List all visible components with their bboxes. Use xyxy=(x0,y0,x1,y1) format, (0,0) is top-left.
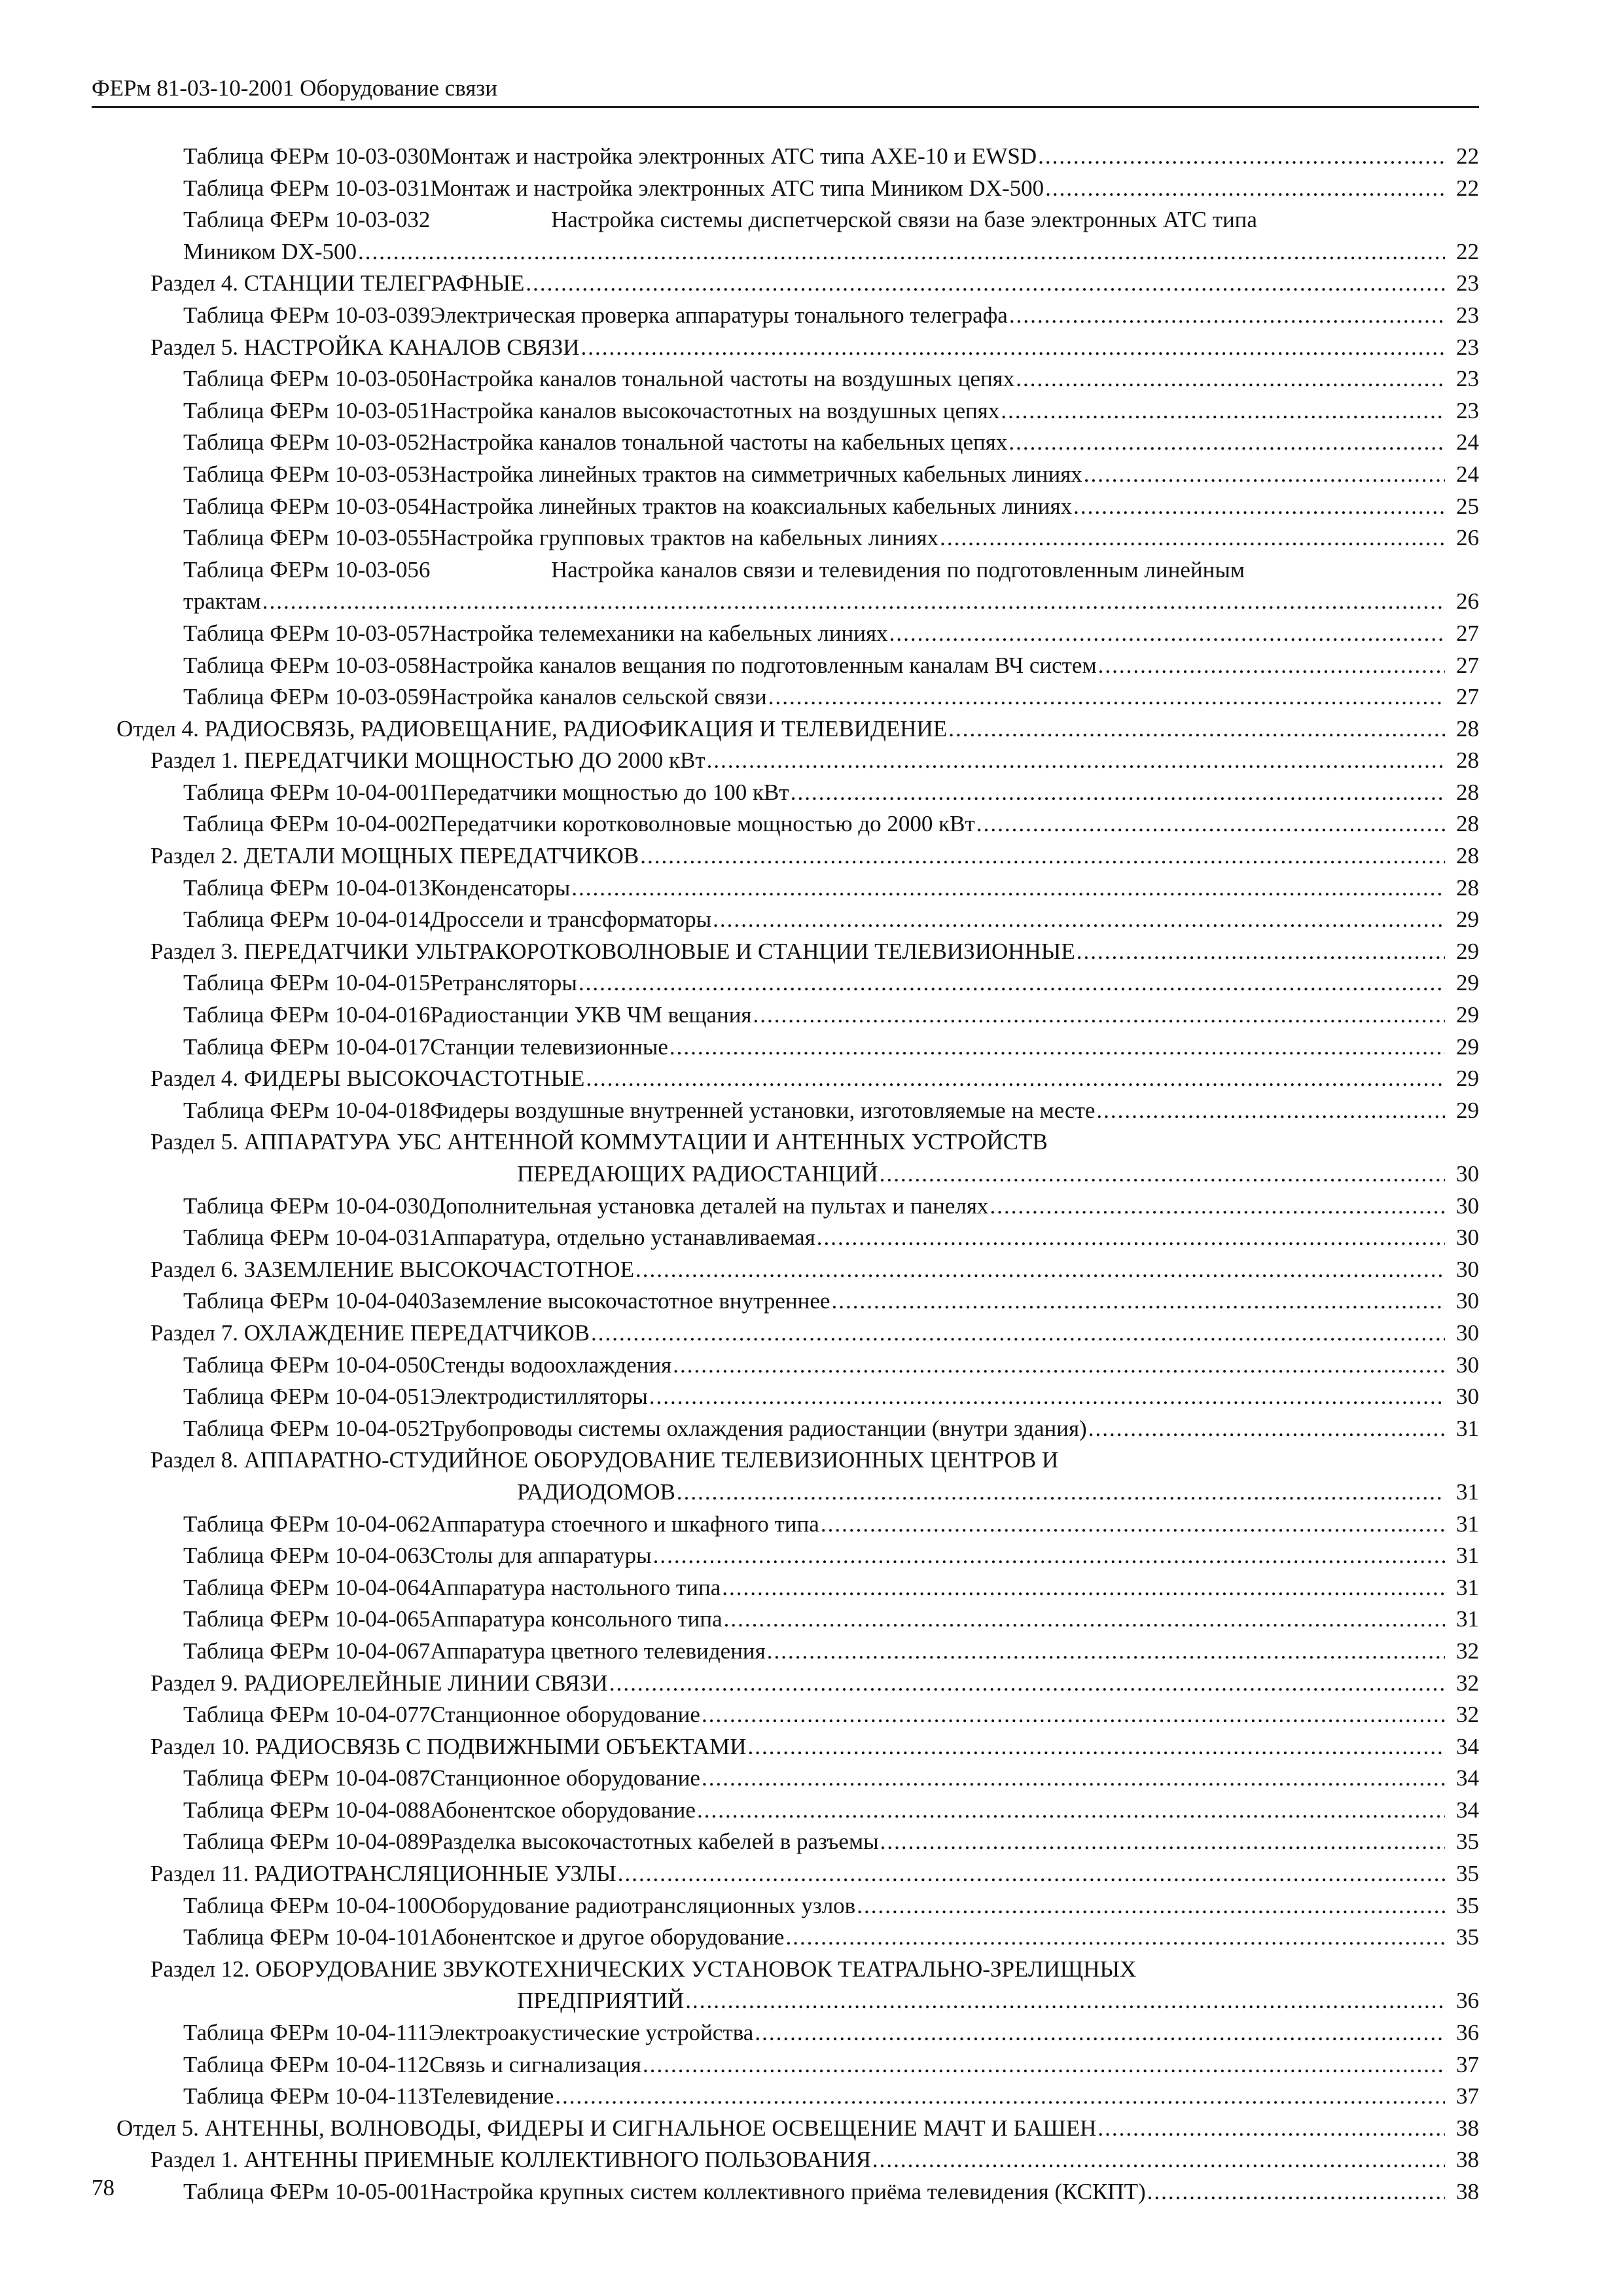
page-number: 78 xyxy=(92,2175,115,2200)
toc-entry-title: Раздел 1. АНТЕННЫ ПРИЕМНЫЕ КОЛЛЕКТИВНОГО ПОЛЬЗОВАНИЯ xyxy=(151,2147,871,2173)
dot-leader xyxy=(1073,491,1445,523)
toc-razdel-entry[interactable] xyxy=(0,332,1623,364)
toc-entry-title: Абонентское и другое оборудование xyxy=(430,1924,785,1950)
toc-page-number: 28 xyxy=(1456,747,1479,774)
toc-table-code: Таблица ФЕРм 10-04-065 xyxy=(183,1606,431,1632)
toc-entry-title: Настройка крупных систем коллективного приёма телевидения (КСКПТ) xyxy=(430,2179,1146,2204)
toc-razdel-entry[interactable] xyxy=(0,1858,1623,1890)
dot-leader xyxy=(635,1254,1445,1286)
toc-entry-title: Настройка каналов сельской связи xyxy=(430,684,767,710)
toc-entry-title: Заземление высокочастотное внутреннее xyxy=(430,1288,830,1314)
toc-razdel-entry[interactable] xyxy=(0,936,1623,968)
toc-entry-title: Дополнительная установка деталей на пультах и панелях xyxy=(430,1193,989,1219)
toc-entry-title: Раздел 4. ФИДЕРЫ ВЫСОКОЧАСТОТНЫЕ xyxy=(151,1066,585,1092)
dot-leader xyxy=(767,1636,1445,1668)
toc-page-number: 29 xyxy=(1456,1066,1479,1092)
dot-leader xyxy=(785,1922,1445,1954)
toc-table-entry[interactable] xyxy=(0,681,1623,713)
toc-entry-title: Раздел 9. РАДИОРЕЛЕЙНЫЕ ЛИНИИ СВЯЗИ xyxy=(151,1670,608,1696)
toc-page-number: 30 xyxy=(1456,1256,1479,1282)
toc-entry-title: Станции телевизионные xyxy=(430,1033,668,1060)
toc-page-number: 24 xyxy=(1456,461,1479,487)
dot-leader xyxy=(702,1763,1445,1795)
toc-page-number: 28 xyxy=(1456,715,1479,742)
toc-entry-title: Конденсаторы xyxy=(430,874,571,901)
toc-entry-title: Раздел 8. АППАРАТНО-СТУДИЙНОЕ ОБОРУДОВАНИЕ ТЕЛЕВИЗИОННЫХ ЦЕНТРОВ И xyxy=(151,1447,1059,1473)
toc-page-number: 29 xyxy=(1456,906,1479,933)
header-title: ФЕРм 81-03-10-2001 Оборудование связи xyxy=(92,75,497,101)
toc-razdel-entry[interactable] xyxy=(0,840,1623,872)
toc-table-code: Таблица ФЕРм 10-05-001 xyxy=(183,2179,431,2204)
toc-page-number: 37 xyxy=(1456,2083,1479,2109)
dot-leader xyxy=(857,1890,1445,1922)
toc-page-number: 27 xyxy=(1456,620,1479,646)
toc-page-number: 30 xyxy=(1456,1161,1479,1187)
toc-table-entry[interactable] xyxy=(0,1795,1623,1827)
toc-table-entry[interactable] xyxy=(0,300,1623,332)
dot-leader xyxy=(880,1158,1445,1191)
toc-entry-title: Аппаратура, отдельно устанавливаемая xyxy=(430,1225,815,1251)
toc-table-entry[interactable] xyxy=(0,363,1623,395)
dot-leader xyxy=(1045,173,1445,205)
toc-table-entry[interactable] xyxy=(0,1191,1623,1223)
toc-entry-title: Раздел 12. ОБОРУДОВАНИЕ ЗВУКОТЕХНИЧЕСКИХ УСТАНОВОК ТЕАТРАЛЬНО-ЗРЕЛИЩНЫХ xyxy=(151,1956,1137,1982)
toc-page-number: 32 xyxy=(1456,1638,1479,1664)
toc-page-number: 29 xyxy=(1456,1097,1479,1123)
toc-table-code: Таблица ФЕРм 10-04-087 xyxy=(183,1765,431,1791)
dot-leader xyxy=(618,1858,1445,1890)
toc-table-entry[interactable] xyxy=(0,1031,1623,1064)
toc-table-entry[interactable] xyxy=(0,777,1623,809)
dot-leader xyxy=(872,2144,1445,2176)
toc-entry-title: Электрическая проверка аппаратуры тонального телеграфа xyxy=(430,302,1008,328)
toc-table-entry[interactable] xyxy=(0,2049,1623,2081)
toc-razdel-continuation[interactable] xyxy=(0,1158,1623,1191)
toc-entry-title: Раздел 6. ЗАЗЕМЛЕНИЕ ВЫСОКОЧАСТОТНОЕ xyxy=(151,1256,635,1282)
toc-entry-title: Настройка линейных трактов на симметричных кабельных линиях xyxy=(430,461,1082,487)
toc-table-code: Таблица ФЕРм 10-04-013 xyxy=(183,874,431,901)
toc-entry-title: Монтаж и настройка электронных АТС типа Миником DX-500 xyxy=(430,175,1044,201)
dot-leader xyxy=(768,681,1445,713)
toc-entry-title: Связь и сигнализация xyxy=(429,2051,641,2077)
dot-leader xyxy=(748,1731,1445,1763)
dot-leader xyxy=(358,236,1445,268)
toc-entry-title: Аппаратура консольного типа xyxy=(430,1606,722,1632)
toc-razdel-entry[interactable] xyxy=(0,745,1623,777)
toc-page-number: 28 xyxy=(1456,811,1479,837)
toc-entry-title: Раздел 3. ПЕРЕДАТЧИКИ УЛЬТРАКОРОТКОВОЛНОВЫЕ И СТАНЦИИ ТЕЛЕВИЗИОННЫЕ xyxy=(151,938,1075,964)
toc-page-number: 29 xyxy=(1456,970,1479,996)
toc-entry-title: Отдел 5. АНТЕННЫ, ВОЛНОВОДЫ, ФИДЕРЫ И СИГНАЛЬНОЕ ОСВЕЩЕНИЕ МАЧТ И БАШЕН xyxy=(116,2115,1097,2141)
toc-page-number: 26 xyxy=(1456,588,1479,615)
table-of-contents xyxy=(0,141,1623,2208)
toc-entry-title: Трубопроводы системы охлаждения радиостанции (внутри здания) xyxy=(430,1415,1087,1441)
dot-leader xyxy=(880,1826,1445,1858)
dot-leader xyxy=(580,332,1445,364)
toc-table-entry[interactable] xyxy=(0,141,1623,173)
toc-table-code: Таблица ФЕРм 10-04-062 xyxy=(183,1511,431,1537)
toc-page-number: 27 xyxy=(1456,684,1479,710)
toc-page-number: 23 xyxy=(1456,397,1479,423)
toc-table-entry[interactable] xyxy=(0,1222,1623,1254)
toc-entry-title: ПЕРЕДАЮЩИХ РАДИОСТАНЦИЙ xyxy=(517,1161,878,1187)
toc-entry-title: Отдел 4. РАДИОСВЯЗЬ, РАДИОВЕЩАНИЕ, РАДИОФИКАЦИЯ И ТЕЛЕВИДЕНИЕ xyxy=(116,715,948,742)
toc-entry-title: Миником DX-500 xyxy=(183,238,357,264)
toc-table-code: Таблица ФЕРм 10-03-055 xyxy=(183,525,431,551)
toc-entry-title: Электроакустические устройства xyxy=(428,2020,754,2046)
toc-page-number: 23 xyxy=(1456,334,1479,360)
toc-table-code: Таблица ФЕРм 10-04-063 xyxy=(183,1543,431,1569)
dot-leader xyxy=(821,1509,1445,1541)
toc-table-entry[interactable] xyxy=(0,1699,1623,1731)
toc-table-entry[interactable] xyxy=(0,2176,1623,2208)
toc-entry-title: Раздел 1. ПЕРЕДАТЧИКИ МОЩНОСТЬЮ ДО 2000 кВт xyxy=(151,747,705,774)
toc-page-number: 31 xyxy=(1456,1574,1479,1600)
toc-razdel-entry[interactable] xyxy=(0,268,1623,300)
toc-razdel-entry[interactable] xyxy=(0,1318,1623,1350)
dot-leader xyxy=(1147,2176,1445,2208)
dot-leader xyxy=(579,967,1445,999)
toc-page-number: 22 xyxy=(1456,238,1479,264)
toc-page-number: 24 xyxy=(1456,429,1479,456)
toc-entry-title: Раздел 7. ОХЛАЖДЕНИЕ ПЕРЕДАТЧИКОВ xyxy=(151,1319,590,1346)
toc-razdel-entry[interactable] xyxy=(0,2144,1623,2176)
toc-entry-title: Раздел 10. РАДИОСВЯЗЬ С ПОДВИЖНЫМИ ОБЪЕКТАМИ xyxy=(151,1733,747,1759)
toc-table-code: Таблица ФЕРм 10-04-077 xyxy=(183,1702,431,1728)
toc-table-code: Таблица ФЕРм 10-03-039 xyxy=(183,302,431,328)
toc-table-entry[interactable] xyxy=(0,1285,1623,1318)
toc-page-number: 23 xyxy=(1456,366,1479,392)
toc-entry-title: Настройка каналов связи и телевидения по подготовленным линейным xyxy=(551,556,1245,583)
toc-page-number: 37 xyxy=(1456,2051,1479,2077)
toc-table-code: Таблица ФЕРм 10-04-002 xyxy=(183,811,431,837)
dot-leader xyxy=(976,808,1445,840)
toc-table-entry[interactable] xyxy=(0,554,1623,586)
dot-leader xyxy=(1077,936,1445,968)
toc-table-code: Таблица ФЕРм 10-04-051 xyxy=(183,1384,431,1410)
dot-leader xyxy=(640,840,1445,872)
toc-entry-title: Раздел 2. ДЕТАЛИ МОЩНЫХ ПЕРЕДАТЧИКОВ xyxy=(151,843,639,869)
toc-entry-title: Разделка высокочастотных кабелей в разъемы xyxy=(430,1829,879,1855)
toc-page-number: 30 xyxy=(1456,1384,1479,1410)
toc-page-number: 30 xyxy=(1456,1225,1479,1251)
toc-table-entry[interactable] xyxy=(0,427,1623,459)
toc-table-entry[interactable] xyxy=(0,1604,1623,1636)
dot-leader xyxy=(940,522,1445,554)
toc-table-code: Таблица ФЕРм 10-03-058 xyxy=(183,652,431,678)
toc-page-number: 28 xyxy=(1456,874,1479,901)
toc-entry-title: Настройка телемеханики на кабельных линиях xyxy=(430,620,888,646)
toc-page-number: 35 xyxy=(1456,1892,1479,1918)
toc-table-entry[interactable] xyxy=(0,1509,1623,1541)
toc-table-entry[interactable] xyxy=(0,967,1623,999)
dot-leader xyxy=(817,1222,1445,1254)
toc-table-entry[interactable] xyxy=(0,1890,1623,1922)
toc-entry-title: ПРЕДПРИЯТИЙ xyxy=(517,1988,685,2014)
dot-leader xyxy=(702,1699,1445,1731)
dot-leader xyxy=(673,1350,1445,1382)
toc-entry-title: Настройка системы диспетчерской связи на базе электронных АТС типа xyxy=(551,207,1257,233)
toc-table-code: Таблица ФЕРм 10-04-030 xyxy=(183,1193,431,1219)
toc-entry-title: Раздел 4. СТАНЦИИ ТЕЛЕГРАФНЫЕ xyxy=(151,270,525,296)
toc-entry-title: Настройка каналов тональной частоты на воздушных цепях xyxy=(430,366,1015,392)
dot-leader xyxy=(1088,1413,1445,1445)
toc-entry-title: Столы для аппаратуры xyxy=(430,1543,652,1569)
toc-entry-continuation[interactable] xyxy=(0,236,1623,268)
toc-entry-title: Дроссели и трансформаторы xyxy=(430,906,712,933)
dot-leader xyxy=(1084,459,1445,491)
toc-table-code: Таблица ФЕРм 10-04-111 xyxy=(183,2020,429,2046)
toc-page-number: 28 xyxy=(1456,779,1479,805)
dot-leader xyxy=(591,1318,1445,1350)
toc-table-code: Таблица ФЕРм 10-03-031 xyxy=(183,175,431,201)
toc-entry-title: Передатчики коротковолновые мощностью до 2000 кВт xyxy=(430,811,975,837)
toc-page-number: 27 xyxy=(1456,652,1479,678)
toc-razdel-continuation[interactable] xyxy=(0,1985,1623,2017)
toc-page-number: 32 xyxy=(1456,1670,1479,1696)
dot-leader xyxy=(526,268,1445,300)
toc-entry-title: РАДИОДОМОВ xyxy=(517,1479,675,1505)
toc-page-number: 35 xyxy=(1456,1924,1479,1950)
toc-page-number: 38 xyxy=(1456,2115,1479,2141)
toc-entry-continuation[interactable] xyxy=(0,586,1623,618)
toc-otdel-entry[interactable] xyxy=(0,713,1623,745)
toc-page-number: 25 xyxy=(1456,493,1479,519)
toc-entry-title: Телевидение xyxy=(429,2083,554,2109)
toc-page-number: 28 xyxy=(1456,843,1479,869)
dot-leader xyxy=(707,745,1445,777)
toc-entry-title: Раздел 5. НАСТРОЙКА КАНАЛОВ СВЯЗИ xyxy=(151,334,580,360)
toc-table-entry[interactable] xyxy=(0,999,1623,1031)
toc-razdel-entry[interactable] xyxy=(0,1731,1623,1763)
dot-leader xyxy=(643,2049,1445,2081)
toc-table-code: Таблица ФЕРм 10-04-016 xyxy=(183,1002,431,1028)
toc-table-entry[interactable] xyxy=(0,808,1623,840)
dot-leader xyxy=(1009,300,1445,332)
toc-page-number: 38 xyxy=(1456,2147,1479,2173)
toc-page-number: 22 xyxy=(1456,143,1479,169)
toc-page-number: 36 xyxy=(1456,1988,1479,2014)
toc-table-code: Таблица ФЕРм 10-04-100 xyxy=(183,1892,431,1918)
toc-table-code: Таблица ФЕРм 10-03-054 xyxy=(183,493,431,519)
toc-table-code: Таблица ФЕРм 10-04-112 xyxy=(183,2051,430,2077)
dot-leader xyxy=(724,1604,1445,1636)
toc-table-entry[interactable] xyxy=(0,1922,1623,1954)
toc-entry-title: Монтаж и настройка электронных АТС типа AXE-10 и EWSD xyxy=(430,143,1037,169)
toc-page-number: 31 xyxy=(1456,1543,1479,1569)
toc-table-entry[interactable] xyxy=(0,1350,1623,1382)
toc-page-number: 34 xyxy=(1456,1797,1479,1823)
toc-entry-title: Станционное оборудование xyxy=(430,1765,700,1791)
toc-table-code: Таблица ФЕРм 10-03-051 xyxy=(183,397,431,423)
toc-table-entry[interactable] xyxy=(0,1826,1623,1858)
toc-entry-title: Настройка групповых трактов на кабельных линиях xyxy=(430,525,939,551)
dot-leader xyxy=(677,1477,1445,1509)
toc-table-code: Таблица ФЕРм 10-04-067 xyxy=(183,1638,431,1664)
toc-table-code: Таблица ФЕРм 10-03-059 xyxy=(183,684,431,710)
dot-leader xyxy=(571,872,1445,905)
dot-leader xyxy=(1097,2113,1445,2145)
dot-leader xyxy=(1008,427,1445,459)
toc-page-number: 31 xyxy=(1456,1415,1479,1441)
toc-razdel-entry[interactable] xyxy=(0,1254,1623,1286)
toc-entry-title: Радиостанции УКВ ЧМ вещания xyxy=(430,1002,752,1028)
toc-razdel-continuation[interactable] xyxy=(0,1477,1623,1509)
toc-page-number: 35 xyxy=(1456,1861,1479,1887)
toc-table-code: Таблица ФЕРм 10-04-088 xyxy=(183,1797,431,1823)
dot-leader xyxy=(555,2081,1445,2113)
toc-entry-title: Аппаратура стоечного и шкафного типа xyxy=(430,1511,819,1537)
toc-table-code: Таблица ФЕРм 10-04-001 xyxy=(183,779,431,805)
toc-table-entry[interactable] xyxy=(0,1763,1623,1795)
dot-leader xyxy=(990,1191,1445,1223)
toc-table-entry[interactable] xyxy=(0,459,1623,491)
toc-table-entry[interactable] xyxy=(0,173,1623,205)
dot-leader xyxy=(609,1668,1445,1700)
toc-table-code: Таблица ФЕРм 10-04-050 xyxy=(183,1352,431,1378)
toc-razdel-entry[interactable] xyxy=(0,1126,1623,1158)
toc-entry-title: Станционное оборудование xyxy=(430,1702,700,1728)
toc-page-number: 31 xyxy=(1456,1606,1479,1632)
toc-entry-title: Передатчики мощностью до 100 кВт xyxy=(430,779,789,805)
dot-leader xyxy=(1096,1095,1445,1127)
toc-table-code: Таблица ФЕРм 10-03-032 xyxy=(183,207,431,233)
dot-leader xyxy=(586,1063,1445,1095)
toc-table-code: Таблица ФЕРм 10-04-040 xyxy=(183,1288,431,1314)
toc-table-code: Таблица ФЕРм 10-03-050 xyxy=(183,366,431,392)
toc-table-code: Таблица ФЕРм 10-03-056 xyxy=(183,556,431,583)
page-header xyxy=(92,73,1479,108)
toc-table-code: Таблица ФЕРм 10-04-089 xyxy=(183,1829,431,1855)
toc-entry-title: Аппаратура настольного типа xyxy=(430,1574,721,1600)
dot-leader xyxy=(755,2017,1445,2049)
toc-table-code: Таблица ФЕРм 10-04-015 xyxy=(183,970,431,996)
toc-table-entry[interactable] xyxy=(0,650,1623,682)
toc-table-code: Таблица ФЕРм 10-04-052 xyxy=(183,1415,431,1441)
toc-page-number: 35 xyxy=(1456,1829,1479,1855)
toc-table-code: Таблица ФЕРм 10-03-057 xyxy=(183,620,431,646)
toc-entry-title: Настройка каналов вещания по подготовленным каналам ВЧ систем xyxy=(430,652,1097,678)
dot-leader xyxy=(713,904,1445,936)
toc-entry-title: Оборудование радиотрансляционных узлов xyxy=(430,1892,856,1918)
toc-page-number: 30 xyxy=(1456,1193,1479,1219)
dot-leader xyxy=(1098,650,1445,682)
dot-leader xyxy=(753,999,1445,1031)
toc-entry-title: Стенды водоохлаждения xyxy=(430,1352,672,1378)
toc-table-entry[interactable] xyxy=(0,1095,1623,1127)
toc-page-number: 29 xyxy=(1456,938,1479,964)
toc-page-number: 29 xyxy=(1456,1002,1479,1028)
toc-page-number: 30 xyxy=(1456,1319,1479,1346)
toc-razdel-entry[interactable] xyxy=(0,1063,1623,1095)
toc-page-number: 30 xyxy=(1456,1352,1479,1378)
toc-table-code: Таблица ФЕРм 10-03-030 xyxy=(183,143,431,169)
toc-table-code: Таблица ФЕРм 10-04-064 xyxy=(183,1574,431,1600)
toc-entry-title: Раздел 11. РАДИОТРАНСЛЯЦИОННЫЕ УЗЛЫ xyxy=(151,1861,616,1887)
toc-otdel-entry[interactable] xyxy=(0,2113,1623,2145)
toc-razdel-entry[interactable] xyxy=(0,1668,1623,1700)
toc-table-entry[interactable] xyxy=(0,618,1623,650)
toc-entry-title: Аппаратура цветного телевидения xyxy=(430,1638,766,1664)
dot-leader xyxy=(649,1381,1445,1413)
dot-leader xyxy=(889,618,1445,650)
toc-table-entry[interactable] xyxy=(0,872,1623,905)
toc-entry-title: трактам xyxy=(183,588,261,615)
toc-table-code: Таблица ФЕРм 10-04-017 xyxy=(183,1033,431,1060)
toc-table-entry[interactable] xyxy=(0,1413,1623,1445)
toc-table-code: Таблица ФЕРм 10-04-031 xyxy=(183,1225,431,1251)
toc-entry-title: Настройка каналов тональной частоты на кабельных цепях xyxy=(430,429,1008,456)
toc-table-code: Таблица ФЕРм 10-03-052 xyxy=(183,429,431,456)
toc-entry-title: Фидеры воздушные внутренней установки, изготовляемые на месте xyxy=(430,1097,1096,1123)
dot-leader xyxy=(831,1285,1445,1318)
dot-leader xyxy=(697,1795,1445,1827)
toc-table-entry[interactable] xyxy=(0,204,1623,236)
toc-table-entry[interactable] xyxy=(0,1636,1623,1668)
toc-entry-title: Абонентское оборудование xyxy=(430,1797,696,1823)
toc-table-entry[interactable] xyxy=(0,1540,1623,1572)
dot-leader xyxy=(791,777,1445,809)
toc-table-entry[interactable] xyxy=(0,395,1623,427)
toc-page-number: 23 xyxy=(1456,302,1479,328)
toc-table-code: Таблица ФЕРм 10-03-053 xyxy=(183,461,431,487)
toc-table-entry[interactable] xyxy=(0,904,1623,936)
toc-table-code: Таблица ФЕРм 10-04-101 xyxy=(183,1924,431,1950)
toc-entry-title: Настройка линейных трактов на коаксиальных кабельных линиях xyxy=(430,493,1073,519)
dot-leader xyxy=(262,586,1445,618)
toc-table-entry[interactable] xyxy=(0,2017,1623,2049)
dot-leader xyxy=(1038,141,1445,173)
dot-leader xyxy=(653,1540,1445,1572)
dot-leader xyxy=(722,1572,1445,1604)
toc-entry-title: Раздел 5. АППАРАТУРА УБС АНТЕННОЙ КОММУТАЦИИ И АНТЕННЫХ УСТРОЙСТВ xyxy=(151,1129,1048,1155)
toc-page-number: 34 xyxy=(1456,1733,1479,1759)
dot-leader xyxy=(1016,363,1445,395)
toc-page-number: 29 xyxy=(1456,1033,1479,1060)
toc-entry-title: Электродистилляторы xyxy=(430,1384,648,1410)
toc-page-number: 31 xyxy=(1456,1479,1479,1505)
toc-razdel-entry[interactable] xyxy=(0,1444,1623,1477)
toc-table-entry[interactable] xyxy=(0,2081,1623,2113)
toc-table-entry[interactable] xyxy=(0,1572,1623,1604)
toc-razdel-entry[interactable] xyxy=(0,1954,1623,1986)
dot-leader xyxy=(669,1031,1445,1064)
toc-page-number: 32 xyxy=(1456,1702,1479,1728)
toc-table-code: Таблица ФЕРм 10-04-018 xyxy=(183,1097,431,1123)
toc-table-entry[interactable] xyxy=(0,491,1623,523)
toc-page-number: 34 xyxy=(1456,1765,1479,1791)
toc-entry-title: Ретрансляторы xyxy=(430,970,577,996)
toc-page-number: 22 xyxy=(1456,175,1479,201)
toc-table-entry[interactable] xyxy=(0,522,1623,554)
toc-page-number: 23 xyxy=(1456,270,1479,296)
toc-entry-title: Настройка каналов высокочастотных на воздушных цепях xyxy=(430,397,1000,423)
toc-page-number: 26 xyxy=(1456,525,1479,551)
toc-table-entry[interactable] xyxy=(0,1381,1623,1413)
toc-page-number: 30 xyxy=(1456,1288,1479,1314)
toc-table-code: Таблица ФЕРм 10-04-014 xyxy=(183,906,431,933)
toc-table-code: Таблица ФЕРм 10-04-113 xyxy=(183,2083,430,2109)
dot-leader xyxy=(948,713,1445,745)
dot-leader xyxy=(1001,395,1445,427)
toc-page-number: 36 xyxy=(1456,2020,1479,2046)
toc-page-number: 31 xyxy=(1456,1511,1479,1537)
dot-leader xyxy=(685,1985,1445,2017)
toc-page-number: 38 xyxy=(1456,2179,1479,2204)
